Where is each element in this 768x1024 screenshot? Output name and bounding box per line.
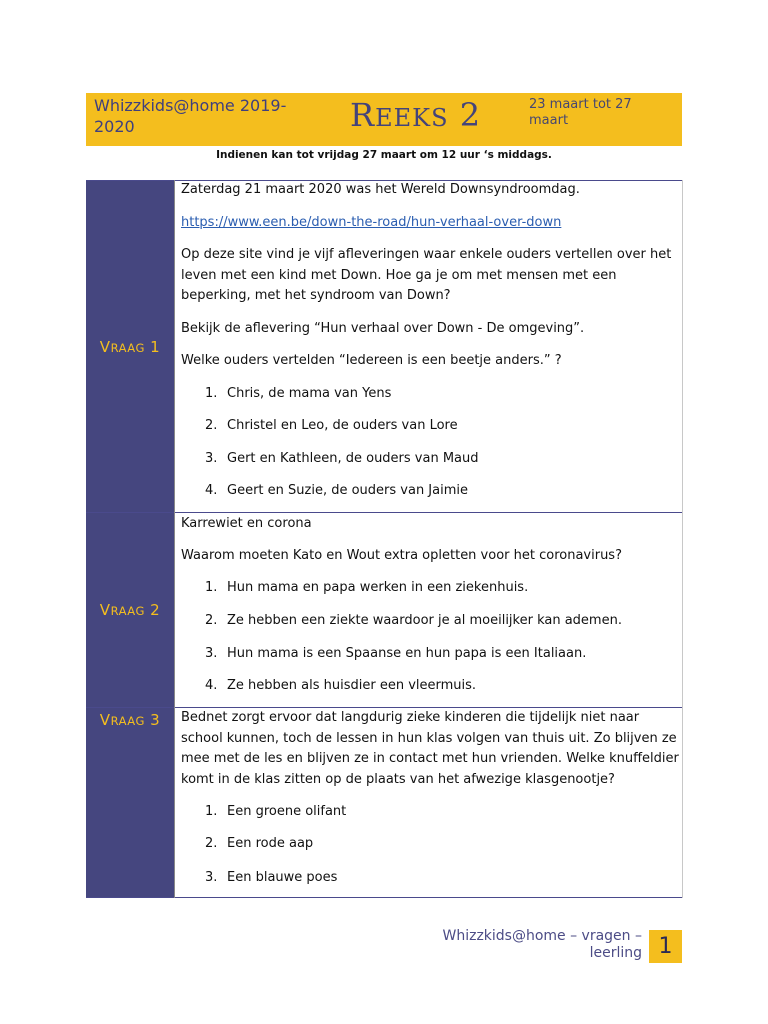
deadline-notice: Indienen kan tot vrijdag 27 maart om 12 uur ‘s middags. [216,149,552,161]
question-2-label-cell [86,513,174,707]
question-1-link[interactable]: https://www.een.be/down-the-road/hun-verhaal-over-down [181,214,562,230]
question-1-label-cell [86,181,174,512]
row-divider-1 [86,512,683,513]
table-bottom-rule [86,897,683,898]
question-3-label: VRAAG 3 [99,711,161,729]
question-2-option: 4. Ze hebben als huisdier een vleermuis. [205,678,477,693]
question-3-label-cell [86,708,174,897]
question-3-option: 1. Een groene olifant [205,804,347,819]
series-title-rest: EEKS [375,104,449,132]
question-2-option: 2. Ze hebben een ziekte waardoor je al moeilijker kan ademen. [205,613,622,628]
series-number: 2 [459,96,482,134]
question-2-label: VRAAG 2 [99,601,161,619]
header-title: Whizzkids@home 2019-2020 [94,96,287,136]
column-divider [174,180,175,898]
header-banner [86,93,682,146]
header-dates: 23 maart tot 27 maart [529,97,632,128]
question-3-prompt: Bednet zorgt ervoor dat langdurig zieke kinderen die tijdelijk niet naar school kunnen, toch de lessen in hun klas volgen van thuis uit. Zo blijven ze mee met de les en blijven ze in contact met hun vrienden. Welke knuffeldier komt in de klas zitten op de plaats van het afwezige klasgenootje? [181,710,679,787]
question-3-content [181,708,681,790]
question-1-intro: Zaterdag 21 maart 2020 was het Wereld Downsyndroomdag. [181,182,580,197]
footer-text: Whizzkids@home – vragen – leerling [442,928,642,961]
series-title-initial: R [350,96,376,134]
question-1-option: 2. Christel en Leo, de ouders van Lore [205,418,458,433]
question-2-prompt: Waarom moeten Kato en Wout extra opletten voor het coronavirus? [181,547,622,563]
question-1-content [181,180,681,372]
question-2-option: 3. Hun mama is een Spaanse en hun papa is een Italiaan. [205,646,587,661]
table-right-edge [682,180,683,898]
question-1-description: Op deze site vind je vijf afleveringen waar enkele ouders vertellen over het leven met een kind met Down. Hoe ga je om met mensen met een beperking, met het syndroom van Down? [181,247,672,303]
question-1-instruction: Bekijk de aflevering “Hun verhaal over Down - De omgeving”. [181,320,585,336]
question-2-content [181,514,681,566]
question-3-option: 2. Een rode aap [205,836,314,851]
question-1-option: 3. Gert en Kathleen, de ouders van Maud [205,451,479,466]
question-2-intro: Karrewiet en corona [181,516,312,531]
page-number: 1 [649,930,682,963]
question-1-label: VRAAG 1 [99,337,161,356]
series-title [350,95,481,138]
question-1-option: 1. Chris, de mama van Yens [205,386,392,401]
question-1-prompt: Welke ouders vertelden “Iedereen is een beetje anders.” ? [181,353,562,368]
question-2-option: 1. Hun mama en papa werken in een ziekenhuis. [205,580,529,595]
question-1-option: 4. Geert en Suzie, de ouders van Jaimie [205,483,468,498]
question-3-option: 3. Een blauwe poes [205,870,338,885]
